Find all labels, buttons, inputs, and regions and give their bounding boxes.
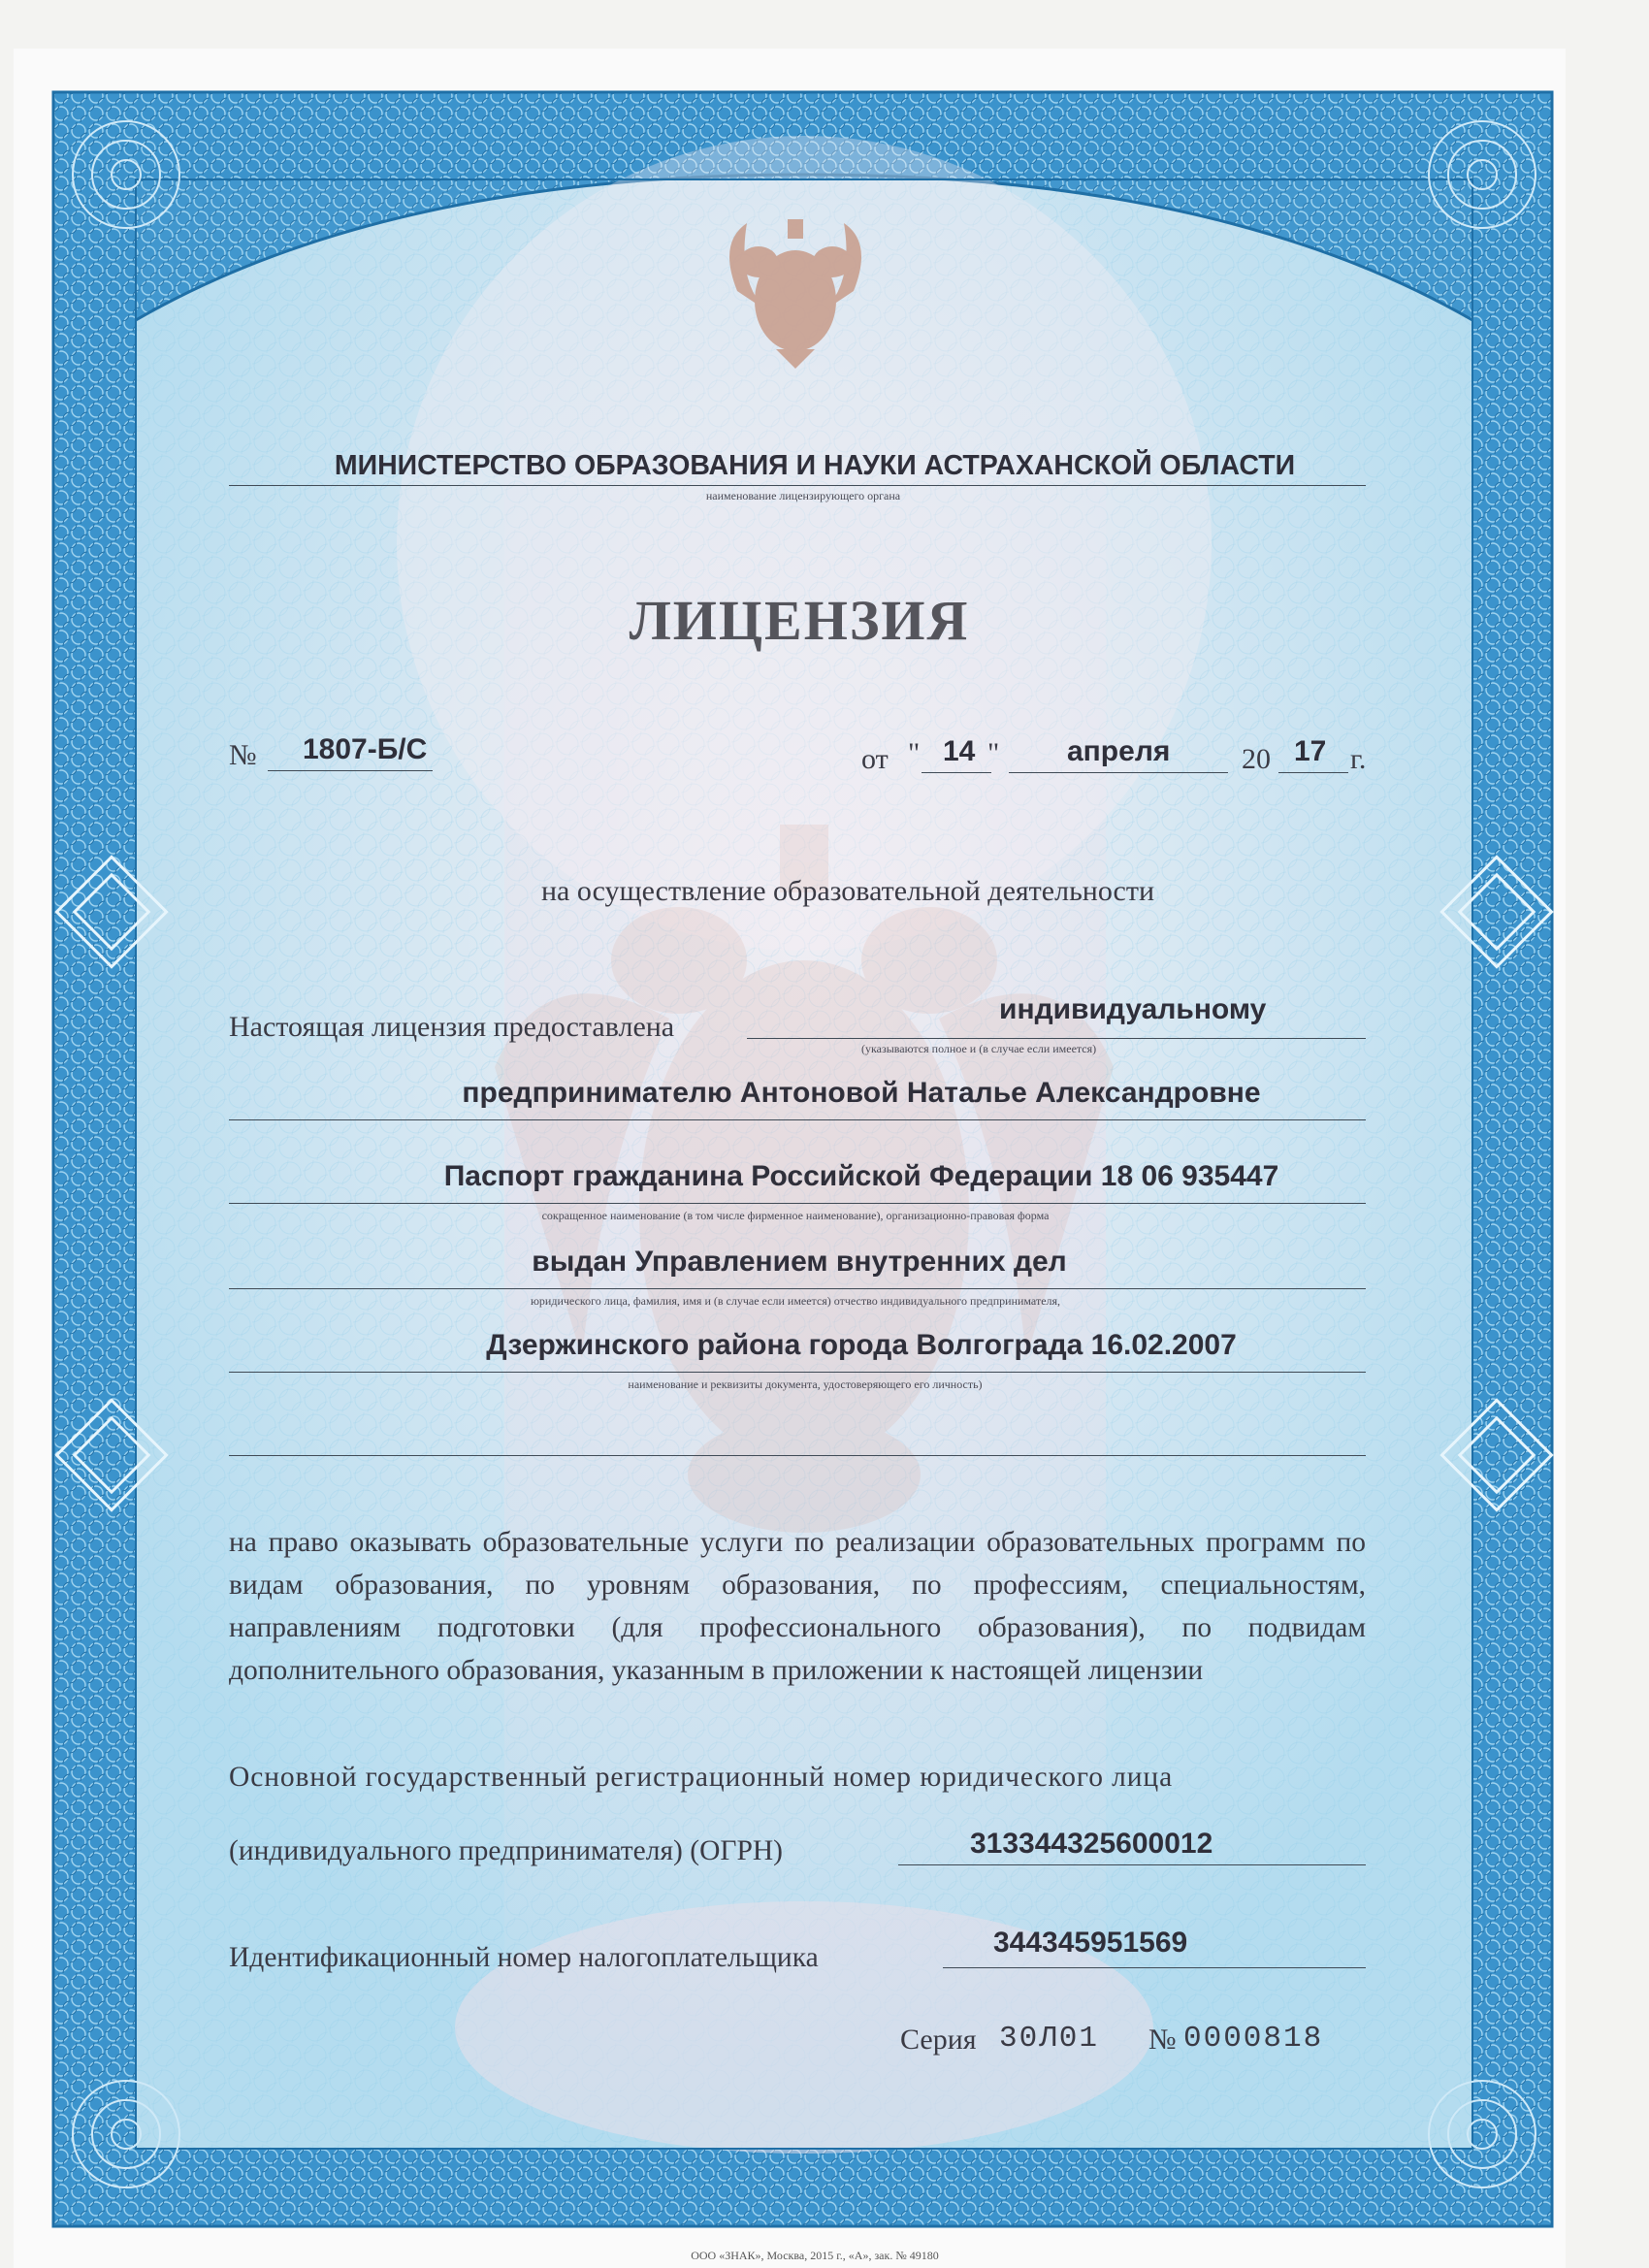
ogrn-value: 313344325600012: [970, 1828, 1213, 1860]
month-underline: [1009, 772, 1228, 773]
grantee-line3-underline: [229, 1203, 1366, 1204]
grantee-line5: Дзержинского района города Волгограда 16.02.2007: [486, 1329, 1237, 1361]
day-underline: [922, 772, 991, 773]
date-prefix: от: [861, 743, 889, 775]
blank-underline: [229, 1455, 1366, 1456]
date-century: 20: [1242, 743, 1271, 775]
ogrn-underline: [898, 1864, 1366, 1865]
series-number-value: 0000818: [1183, 2022, 1324, 2056]
grantee-line3: Паспорт гражданина Российской Федерации 18 06 935447: [443, 1160, 1279, 1192]
ogrn-label-line1: Основной государственный регистрационный номер юридического лица: [229, 1762, 1174, 1793]
activity-line: на осуществление образовательной деятельности: [540, 875, 1155, 907]
inn-value: 344345951569: [993, 1927, 1188, 1959]
rights-paragraph: на право оказывать образовательные услуги по реализации образовательных программ по видам образования, по уровням образования, по профессиям, специальностям, направлениям подготовки (для профессионального образования), по подвидам дополнительного образования, указанным в приложении к настоящей лицензии: [229, 1527, 1366, 1686]
grantee-caption1: (указываются полное и (в случае если имеется): [861, 1042, 1097, 1055]
license-number: 1807-Б/С: [303, 733, 428, 765]
grantee-line2-underline: [229, 1119, 1366, 1120]
issuer-underline: [229, 485, 1366, 486]
grantee-line1: индивидуальному: [999, 993, 1267, 1025]
grantee-line2: предпринимателю Антоновой Наталье Александровне: [462, 1077, 1261, 1109]
document-title: ЛИЦЕНЗИЯ: [629, 589, 970, 652]
printer-imprint: ООО «ЗНАК», Москва, 2015 г., «А», зак. № 49180: [691, 2249, 939, 2262]
grantee-line5-underline: [229, 1372, 1366, 1373]
date-open-quote: ": [908, 737, 921, 769]
year-underline: [1278, 772, 1348, 773]
grantee-line4: выдан Управлением внутренних дел: [532, 1246, 1067, 1278]
grantee-caption3: сокращенное наименование (в том числе фирменное наименование), организационно-правовая форма: [541, 1209, 1050, 1222]
grantee-line1-underline: [747, 1038, 1366, 1039]
grantee-line4-underline: [229, 1288, 1366, 1289]
number-underline: [268, 770, 433, 771]
date-close-quote: ": [987, 737, 1000, 769]
date-month: апреля: [1067, 735, 1171, 767]
grantee-caption4: юридического лица, фамилия, имя и (в случае если имеется) отчество индивидуального предпринимателя,: [530, 1294, 1061, 1308]
issuer-caption: наименование лицензирующего органа: [705, 489, 901, 502]
grantee-caption5: наименование и реквизиты документа, удостоверяющего его личность): [628, 1377, 983, 1391]
issuer-name: МИНИСТЕРСТВО ОБРАЗОВАНИЯ И НАУКИ АСТРАХАНСКОЙ ОБЛАСТИ: [334, 450, 1296, 481]
grantee-lead: Настоящая лицензия предоставлена: [229, 1011, 675, 1043]
number-label: №: [229, 739, 257, 771]
series-value: 30Л01: [999, 2022, 1100, 2056]
inn-label: Идентификационный номер налогоплательщика: [229, 1942, 819, 1973]
inn-underline: [943, 1967, 1366, 1968]
date-suffix: г.: [1350, 743, 1367, 775]
date-year: 17: [1294, 735, 1327, 767]
series-label: Серия: [900, 2024, 977, 2056]
ogrn-label-line2: (индивидуального предпринимателя) (ОГРН): [229, 1835, 783, 1866]
series-number-label: №: [1148, 2024, 1177, 2056]
date-day: 14: [943, 735, 976, 767]
